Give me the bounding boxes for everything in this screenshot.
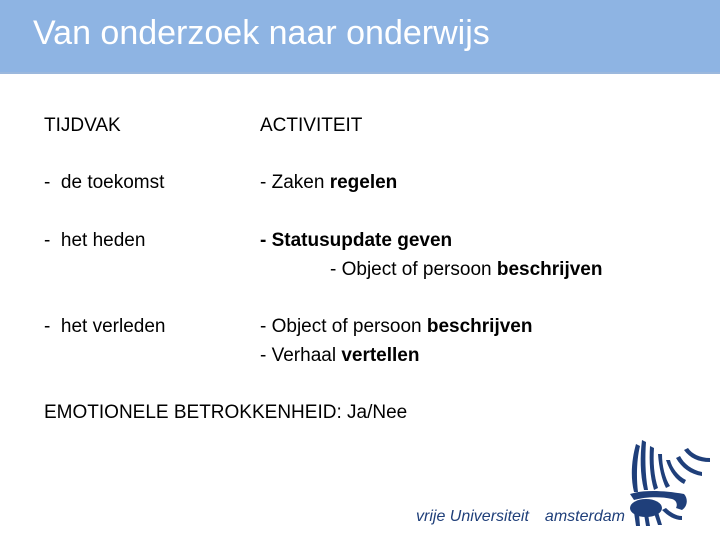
activity-bold: beschrijven [426, 316, 533, 337]
activity-bold: regelen [329, 172, 398, 193]
header-activity: ACTIVITEIT [260, 115, 363, 136]
activity-prefix: - Object of persoon [330, 259, 497, 280]
griffin-logo-icon [622, 436, 712, 528]
emotional-involvement [44, 398, 407, 427]
activity-present-2 [330, 255, 602, 284]
period-prefix: - het [44, 316, 93, 337]
title-bar [0, 0, 720, 74]
activity-bold: vertellen [341, 345, 420, 366]
period-prefix: - de [44, 172, 88, 193]
period-word: heden [92, 230, 146, 251]
activity-bold: beschrijven [496, 259, 603, 280]
period-prefix: - het [44, 230, 93, 251]
university-logo-text [416, 508, 641, 526]
activity-past-1 [260, 312, 532, 341]
slide-title: Van onderzoek naar onderwijs [33, 14, 490, 52]
period-word: toekomst [87, 172, 165, 193]
period-word: verleden [92, 316, 166, 337]
header-period: TIJDVAK [44, 115, 121, 136]
emotional-value: : Ja/Nee [336, 402, 408, 423]
activity-present-1: - Statusupdate geven [260, 230, 453, 251]
emotional-label: EMOTIONELE BETROKKENHEID [44, 402, 337, 423]
activity-future [260, 168, 397, 197]
period-future [44, 168, 164, 197]
period-past [44, 312, 165, 341]
period-present [44, 226, 145, 255]
activity-prefix: - Verhaal [260, 345, 342, 366]
activity-prefix: - Zaken [260, 172, 330, 193]
logo-part1: vrije Universiteit [416, 508, 529, 525]
logo-part2: amsterdam [544, 508, 625, 525]
activity-past-2 [260, 341, 419, 370]
activity-prefix: - Object of persoon [260, 316, 427, 337]
